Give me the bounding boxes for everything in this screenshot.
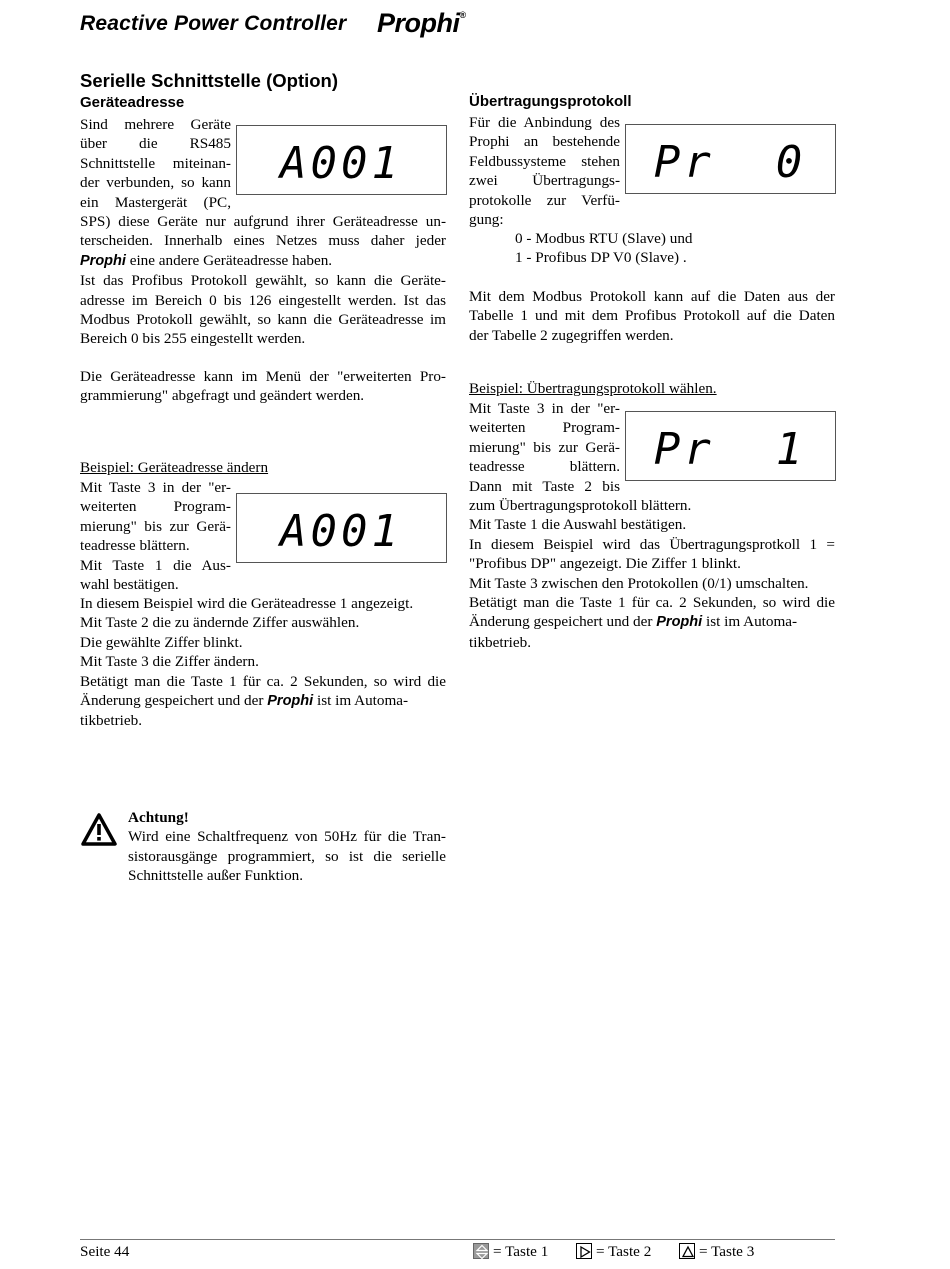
text-line: grammierung" abgefragt und geändert werden.	[80, 387, 365, 405]
text-line: Schnittstelle außer Funktion.	[128, 867, 304, 885]
text-line: "Profibus DP" angezeigt. Die Ziffer 1 blinkt.	[469, 555, 741, 573]
text-line: Mit Taste 3 zwischen den Protokollen (0/1) umschalten.	[469, 574, 809, 592]
text-line: adresse im Bereich 0 bis 126 eingestellt werden. Ist das	[80, 291, 446, 309]
text-line: SPS) diese Geräte nur aufgrund ihrer Geräteadresse un-	[80, 213, 446, 230]
header-title: Reactive Power Controller	[80, 12, 347, 35]
text-line: Betätigt man die Taste 1 für ca. 2 Sekunden, so wird die	[80, 672, 446, 690]
lcd-text: A001	[280, 138, 402, 189]
text-line: terscheiden. Innerhalb eines Netzes muss daher jeder	[80, 232, 446, 250]
text-line: ein Mastergerät (PC,	[80, 193, 231, 211]
right-wrap-text	[469, 113, 620, 229]
page-number: Seite 44	[80, 1243, 130, 1260]
right-example-wrap	[469, 399, 620, 496]
text-line: Mit Taste 3 in der "er-	[469, 400, 620, 417]
up-down-arrow-icon	[473, 1243, 489, 1259]
text-line: Mit dem Modbus Protokoll kann auf die Daten aus der	[469, 288, 835, 305]
text-line: der verbunden, so kann	[80, 174, 231, 192]
text-line: tikbetrieb.	[80, 712, 142, 730]
lcd-text: Pr 1	[653, 424, 807, 475]
text-line: zwei Übertragungs-	[469, 172, 620, 190]
text-line: zum Übertragungsprotokoll blättern.	[469, 497, 692, 514]
footer-key-2: = Taste 2	[576, 1242, 651, 1261]
up-triangle-icon	[679, 1243, 695, 1259]
lcd-display-protocol	[625, 124, 836, 194]
warning-title: Achtung!	[128, 809, 189, 826]
text-line: Die Geräteadresse kann im Menü der "erweiterten Pro-	[80, 368, 446, 385]
lcd-text: A001	[280, 506, 402, 557]
text-line: Ist das Profibus Protokoll gewählt, so kann die Geräte-	[80, 272, 446, 290]
text-line: Prophi eine andere Geräteadresse haben.	[80, 251, 333, 269]
text-line: Modbus Protokoll gewählt, so kann die Geräteadresse im	[80, 311, 446, 329]
lcd-text: Pr 0	[653, 137, 807, 188]
text-line: Schnittstelle miteinan-	[80, 154, 231, 172]
text-line: mierung" bis zur Gerä-	[80, 517, 231, 535]
text-line: mierung" bis zur Gerä-	[469, 438, 620, 456]
left-heading: Geräteadresse	[80, 94, 185, 111]
right-paragraph-1	[469, 287, 835, 345]
left-example-wrap	[80, 478, 231, 594]
text-line: Änderung gespeichert und der Prophi ist im Automa-	[469, 613, 798, 631]
left-example-title: Beispiel: Geräteadresse ändern	[80, 459, 269, 476]
text-line: Betätigt man die Taste 1 für ca. 2 Sekunden, so wird die	[469, 594, 835, 612]
footer-key-1: = Taste 1	[473, 1242, 548, 1261]
warning-triangle-icon	[80, 812, 118, 848]
text-line: Die gewählte Ziffer blinkt.	[80, 633, 243, 651]
text-line: protokolle zur Verfü-	[469, 191, 620, 209]
text-line: weiterten Program-	[80, 498, 231, 516]
text-line: Mit Taste 2 die zu ändernde Ziffer auswählen.	[80, 614, 360, 632]
protocol-options	[480, 229, 693, 268]
text-line: Prophi an bestehende	[469, 133, 620, 151]
lcd-display-address-example	[236, 493, 447, 563]
footer-key-3: = Taste 3	[679, 1242, 754, 1261]
text-line: In diesem Beispiel wird die Geräteadresse 1 angezeigt.	[80, 595, 414, 612]
list-item: 0 - Modbus RTU (Slave) und	[515, 230, 693, 247]
text-line: Sind mehrere Geräte	[80, 116, 231, 133]
text-line: Feldbussysteme stehen	[469, 152, 620, 170]
text-line: Änderung gespeichert und der Prophi ist im Automa-	[80, 692, 409, 710]
prophi-name: Prophi	[80, 252, 126, 269]
right-example-title: Beispiel: Übertragungsprotokoll wählen.	[469, 380, 717, 397]
text-line: Dann mit Taste 2 bis	[469, 477, 620, 495]
text-line: gung:	[469, 211, 504, 229]
brand-logo: Prophi®	[377, 8, 466, 38]
text-line: der Tabelle 2 zugegriffen werden.	[469, 326, 674, 344]
text-line: weiterten Program-	[469, 419, 620, 437]
warning-block	[128, 808, 446, 886]
text-line: Für die Anbindung des	[469, 114, 620, 131]
text-line: teadresse blättern.	[80, 537, 190, 555]
text-line: Wird eine Schaltfrequenz von 50Hz für die Tran-	[128, 828, 446, 846]
list-item: 1 - Profibus DP V0 (Slave) .	[515, 249, 687, 267]
left-example-text	[80, 594, 446, 731]
lcd-display-address	[236, 125, 447, 195]
text-line: Bereich 0 bis 255 eingestellt werden.	[80, 330, 306, 348]
section-title: Serielle Schnittstelle (Option)	[80, 70, 339, 91]
text-line: wahl bestätigen.	[80, 576, 179, 594]
prophi-name: Prophi	[267, 693, 314, 710]
text-line: Mit Taste 3 die Ziffer ändern.	[80, 653, 259, 671]
text-line: tikbetrieb.	[469, 633, 531, 651]
left-paragraph-1	[80, 212, 446, 349]
text-line: Tabelle 1 und mit dem Profibus Protokoll auf die Daten	[469, 307, 835, 325]
right-heading: Übertragungsprotokoll	[469, 93, 632, 110]
text-line: Mit Taste 3 in der "er-	[80, 479, 231, 496]
right-triangle-icon	[576, 1243, 592, 1259]
text-line: sistorausgänge programmiert, so ist die serielle	[128, 847, 446, 865]
prophi-name: Prophi	[656, 614, 703, 631]
lcd-display-protocol-example	[625, 411, 836, 481]
text-line: über die RS485	[80, 135, 231, 153]
left-wrap-text	[80, 115, 231, 212]
text-line: Mit Taste 1 die Auswahl bestätigen.	[469, 516, 687, 534]
right-example-text	[469, 496, 835, 652]
text-line: In diesem Beispiel wird das Übertragungsprotkoll 1 =	[469, 535, 835, 553]
text-line: Mit Taste 1 die Aus-	[80, 556, 231, 574]
footer-divider	[80, 1239, 835, 1240]
left-paragraph-2	[80, 367, 446, 406]
text-line: teadresse blättern.	[469, 458, 620, 476]
registered-mark: ®	[459, 10, 466, 20]
